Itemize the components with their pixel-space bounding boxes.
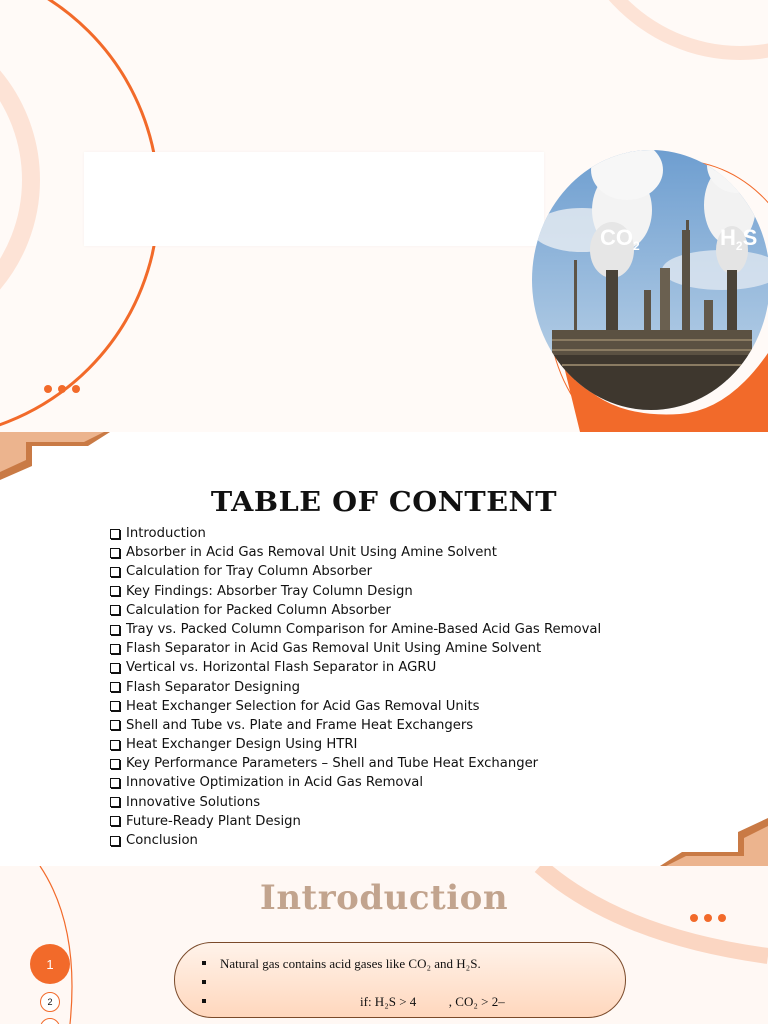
bullet-item xyxy=(202,973,505,992)
toc-item xyxy=(110,678,601,697)
toc-item xyxy=(110,812,601,831)
checkbox-icon xyxy=(110,797,120,807)
checkbox-icon xyxy=(110,625,120,635)
toc-item-label: Absorber in Acid Gas Removal Unit Using Amine Solvent xyxy=(126,545,497,561)
toc-item xyxy=(110,793,601,812)
toc-item-label: Shell and Tube vs. Plate and Frame Heat Exchangers xyxy=(126,717,474,733)
toc-item-label: Key Performance Parameters – Shell and Tube Heat Exchanger xyxy=(126,756,539,772)
intro-title: Introduction xyxy=(259,878,509,918)
co2-subscript: 2 xyxy=(633,239,640,253)
bullet-item xyxy=(202,954,505,973)
checkbox-icon xyxy=(110,529,120,539)
table-of-content-slide xyxy=(0,432,768,866)
checkbox-icon xyxy=(110,816,120,826)
toc-item xyxy=(110,735,601,754)
introduction-slide xyxy=(0,866,768,1024)
checkbox-icon xyxy=(110,548,120,558)
toc-item xyxy=(110,562,601,581)
toc-item-label: Heat Exchanger Design Using HTRI xyxy=(126,737,358,753)
checkbox-icon xyxy=(110,740,120,750)
toc-item-label: Vertical vs. Horizontal Flash Separator in AGRU xyxy=(126,660,437,676)
toc-item xyxy=(110,716,601,735)
co2-label: CO xyxy=(600,225,633,250)
title-slide xyxy=(0,0,768,432)
toc-item-label: Introduction xyxy=(126,526,206,541)
toc-item-label: Key Findings: Absorber Tray Column Design xyxy=(126,583,413,599)
toc-item xyxy=(110,639,601,658)
toc-item xyxy=(110,773,601,792)
toc-item xyxy=(110,601,601,620)
toc-item xyxy=(110,582,601,601)
decorative-ring xyxy=(560,0,768,60)
checkbox-icon xyxy=(110,836,120,846)
refinery-photo xyxy=(532,150,768,410)
checkbox-icon xyxy=(110,682,120,692)
checkbox-icon xyxy=(110,759,120,769)
bracket-decoration xyxy=(0,432,110,480)
intro-bullet-list xyxy=(202,954,505,1011)
toc-list xyxy=(110,524,601,850)
checkbox-icon xyxy=(110,644,120,654)
bullet-text: Natural gas contains acid gases like CO₂ and H₂S. xyxy=(220,956,481,971)
toc-item-label: Flash Separator in Acid Gas Removal Unit Using Amine Solvent xyxy=(126,641,542,657)
checkbox-icon xyxy=(110,605,120,615)
bullet-text: if: H₂S > 4 , CO₂ > 2– xyxy=(360,994,505,1009)
toc-item xyxy=(110,831,601,850)
checkbox-icon xyxy=(110,567,120,577)
checkbox-icon xyxy=(110,778,120,788)
toc-item xyxy=(110,697,601,716)
bullet-icon xyxy=(202,961,206,965)
toc-item-label: Calculation for Tray Column Absorber xyxy=(126,564,373,580)
bullet-icon xyxy=(202,980,206,984)
toc-item xyxy=(110,754,601,773)
toc-item-label: Flash Separator Designing xyxy=(126,679,300,695)
page-indicator[interactable]: 2 xyxy=(40,992,60,1012)
page-indicator-active[interactable]: 1 xyxy=(30,944,70,984)
h2s-label-h: H xyxy=(720,225,736,250)
h2s-subscript: 2 xyxy=(735,239,743,253)
title-placeholder-box xyxy=(84,152,544,246)
checkbox-icon xyxy=(110,663,120,673)
toc-item-label: Innovative Optimization in Acid Gas Removal xyxy=(126,775,424,791)
toc-item-label: Heat Exchanger Selection for Acid Gas Removal Units xyxy=(126,698,480,714)
toc-item-label: Calculation for Packed Column Absorber xyxy=(126,602,391,618)
toc-item-label: Tray vs. Packed Column Comparison for Amine-Based Acid Gas Removal xyxy=(126,621,602,637)
toc-item xyxy=(110,524,601,543)
toc-item-label: Conclusion xyxy=(126,833,198,848)
bullet-icon xyxy=(202,999,206,1003)
dots-icon xyxy=(44,385,80,393)
bullet-item xyxy=(202,992,505,1011)
bracket-decoration xyxy=(660,818,768,866)
checkbox-icon xyxy=(110,701,120,711)
toc-item xyxy=(110,658,601,677)
toc-item xyxy=(110,620,601,639)
toc-item-label: Future-Ready Plant Design xyxy=(126,813,301,829)
toc-item xyxy=(110,543,601,562)
checkbox-icon xyxy=(110,586,120,596)
h2s-label-s: S xyxy=(742,225,758,250)
checkbox-icon xyxy=(110,720,120,730)
toc-title: TABLE OF CONTENT xyxy=(210,487,558,518)
toc-item-label: Innovative Solutions xyxy=(126,794,261,810)
